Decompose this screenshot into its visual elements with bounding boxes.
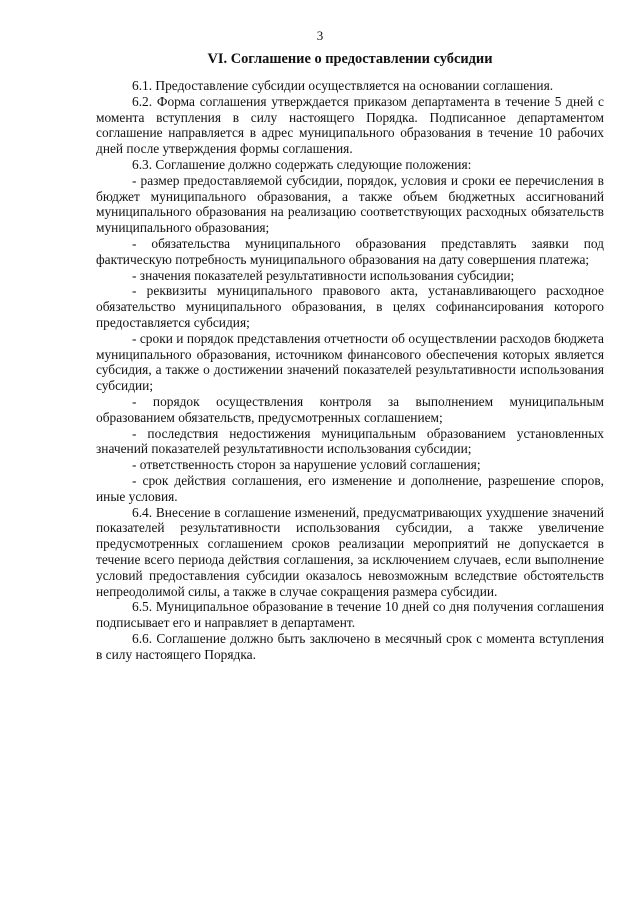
paragraph-6-2: 6.2. Форма соглашения утверждается приказом департамента в течение 5 дней с момента вступления в силу настоящего Порядка. Подписанное департаментом соглашение направляется в адрес муниципального образования в течение 10 рабочих дней после утверждения формы соглашения.: [96, 93, 604, 157]
list-item-term: - срок действия соглашения, его изменение и дополнение, разрешение споров, иные условия.: [96, 472, 604, 504]
paragraph-6-5: 6.5. Муниципальное образование в течение 10 дней со дня получения соглашения подписывает его и направляет в департамент.: [96, 599, 604, 631]
list-item-indicators: - значения показателей результативности использования субсидии;: [132, 267, 515, 283]
list-item-control: - порядок осуществления контроля за выполнением муниципальным образованием обязательств, предусмотренных соглашением;: [96, 393, 604, 425]
paragraph-6-6: 6.6. Соглашение должно быть заключено в месячный срок с момента вступления в силу настоящего Порядка.: [96, 630, 604, 662]
list-item-subsidy-size: - размер предоставляемой субсидии, порядок, условия и сроки ее перечисления в бюджет муниципального образования, а также объем бюджетных ассигнований муниципального образования на реализацию соответствующих расходных обязательств муниципального образования;: [96, 172, 604, 236]
paragraph-6-1: 6.1. Предоставление субсидии осуществляется на основании соглашения.: [132, 78, 554, 93]
list-item-obligations: - обязательства муниципального образования представлять заявки под фактическую потребность муниципального образования на дату совершения платежа;: [96, 235, 604, 267]
document-body: [96, 78, 604, 662]
paragraph-6-3: 6.3. Соглашение должно содержать следующие положения:: [132, 156, 472, 172]
section-title: VI. Соглашение о предоставлении субсидии: [207, 51, 493, 67]
list-item-responsibility: - ответственность сторон за нарушение условий соглашения;: [132, 457, 481, 473]
page-number: 3: [316, 28, 324, 43]
list-item-consequences: - последствия недостижения муниципальным образованием установленных значений показателей результативности использования субсидии;: [96, 425, 604, 457]
paragraph-6-4: 6.4. Внесение в соглашение изменений, предусматривающих ухудшение значений показателей результативности использования субсидии, а также увеличение предусмотренных соглашением сроков реализации мероприятий не допускается в течение всего периода действия соглашения, за исключением случаев, если выполнение условий предоставления субсидии оказалось невозможным вследствие обстоятельств непреодолимой силы, а также в случае сокращения размера субсидии.: [96, 504, 604, 599]
list-item-reporting: - сроки и порядок представления отчетности об осуществлении расходов бюджета муниципального образования, источником финансового обеспечения которых является субсидия, а также о достижении значений показателей результативности использования субсидии;: [96, 330, 604, 394]
list-item-legal-act: - реквизиты муниципального правового акта, устанавливающего расходное обязательство муниципального образования, в целях софинансирования которого предоставляется субсидия;: [96, 283, 604, 330]
